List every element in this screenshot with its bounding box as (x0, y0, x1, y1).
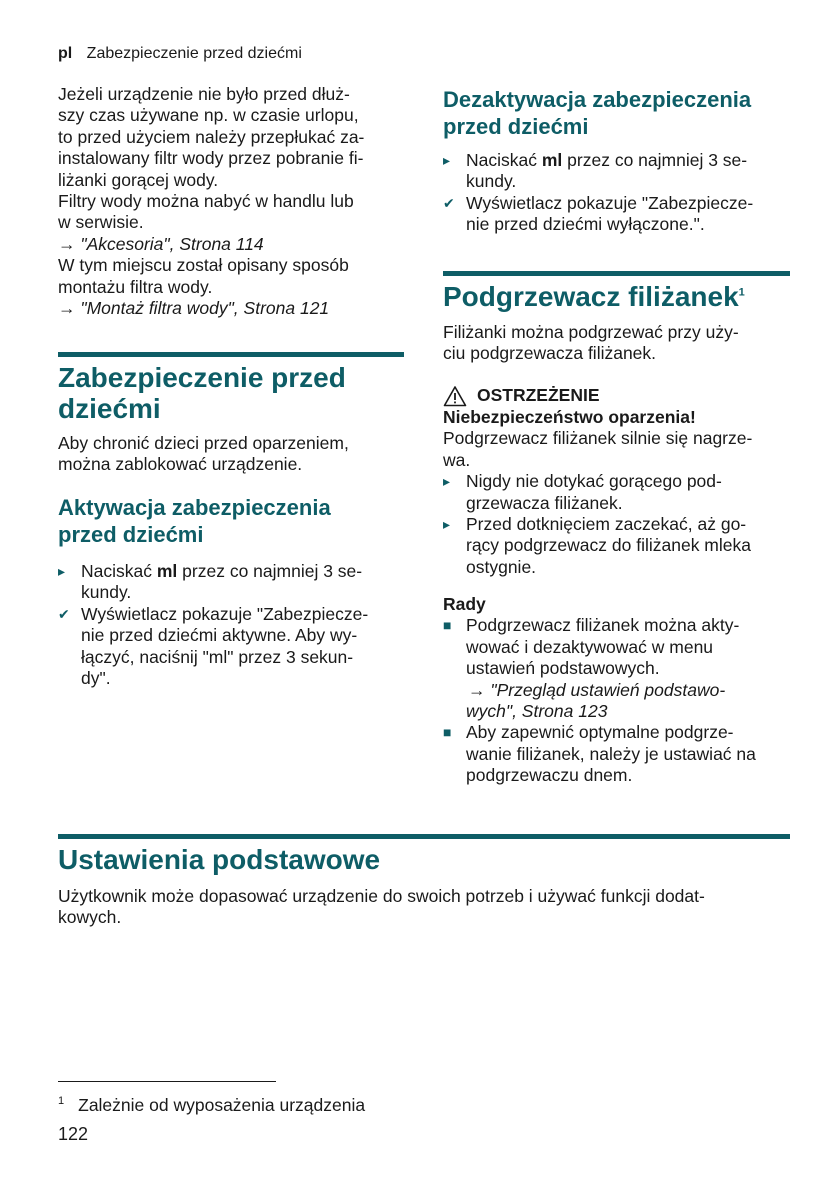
cross-reference-link[interactable]: → "Akcesoria", Strona 114 (58, 233, 264, 254)
warning-label: OSTRZEŻENIE (477, 385, 600, 406)
tips-box (443, 594, 790, 787)
intro-line: Jeżeli urządzenie nie było przed dłuż- (58, 84, 350, 104)
intro-line: szy czas używane np. w czasie urlopu, (58, 105, 359, 126)
section-rule (443, 271, 790, 276)
subtitle-activation: Aktywacja zabezpieczenia przed dziećmi (58, 495, 331, 547)
arrow-icon: ▸ (443, 473, 451, 490)
intro-line: instalowany filtr wody przez pobranie fi- (58, 148, 364, 169)
tip-item: ■ Aby zapewnić optymalne podgrze- wanie filiżanek, należy je ustawiać na podgrzewaczu dnem. (443, 722, 756, 786)
checkmark-icon: ✔ (58, 605, 70, 622)
step-item: ▸ Naciskać ml przez co najmniej 3 se- kundy. (443, 150, 748, 192)
intro-line: montażu filtra wody. (58, 276, 213, 297)
footnote-divider (58, 1081, 276, 1082)
language-code: pl (58, 45, 73, 62)
intro-line: liżanki gorącej wody. (58, 169, 219, 190)
page-header (58, 44, 302, 64)
cross-reference-link[interactable]: → "Montaż filtra wody", Strona 121 (58, 298, 330, 319)
arrow-icon: ▸ (443, 152, 451, 168)
arrow-icon: ▸ (58, 563, 66, 579)
section-rule (58, 834, 790, 839)
step-item: ▸ Naciskać ml przez co najmniej 3 se- kundy. (58, 561, 363, 603)
activation-steps (58, 561, 404, 689)
cross-reference-link[interactable]: → "Przegląd ustawień podstawo- wych", Strona 123 (466, 679, 726, 722)
result-item: ✔ Wyświetlacz pokazuje "Zabezpiecze- nie przed dziećmi wyłączone.". (443, 192, 754, 235)
cup-warmer-intro: Filiżanki można podgrzewać przy uży- ciu podgrzewacza filiżanek. (443, 322, 739, 364)
child-lock-intro: Aby chronić dzieci przed oparzeniem, można zablokować urządzenie. (58, 433, 349, 475)
footnote-number: 1 (58, 1095, 65, 1107)
basic-settings-intro: Użytkownik może dopasować urządzenie do swoich potrzeb i używać funkcji dodat- kowych. (58, 886, 705, 928)
warning-heading (443, 385, 790, 407)
footnote (58, 1091, 558, 1116)
intro-line: W tym miejscu został opisany sposób (58, 255, 349, 276)
subtitle-deactivation: Dezaktywacja zabezpieczenia przed dziećmi (443, 87, 752, 139)
footnote-marker: 1 (738, 286, 745, 299)
deactivation-steps (443, 150, 790, 236)
section-title-basic-settings: Ustawienia podstawowe (58, 844, 381, 875)
checkmark-icon: ✔ (443, 194, 455, 211)
warning-title: Niebezpieczeństwo oparzenia! (443, 407, 696, 427)
section-title-child-lock: Zabezpieczenie przed dziećmi (58, 362, 346, 424)
intro-line: to przed użyciem należy przepłukać za- (58, 126, 365, 147)
tips-title: Rady (443, 594, 486, 614)
section-title-cup-warmer: Podgrzewacz filiżanek$^1$ (443, 281, 745, 312)
result-item: ✔ Wyświetlacz pokazuje "Zabezpiecze- nie przed dziećmi aktywne. Aby wy- łączyć, naciśnij "ml" przez 3 sekun- dy". (58, 603, 369, 689)
warning-triangle-icon (443, 385, 467, 407)
intro-paragraph (58, 84, 404, 319)
header-title: Zabezpieczenie przed dziećmi (86, 45, 302, 62)
intro-line: w serwisie. (58, 212, 144, 233)
arrow-icon: ▸ (443, 516, 451, 533)
warning-item: ▸ Nigdy nie dotykać gorącego pod- grzewacza filiżanek. (443, 471, 722, 513)
intro-line: Filtry wody można nabyć w handlu lub (58, 191, 354, 212)
footnote-text: Zależnie od wyposażenia urządzenia (78, 1094, 366, 1115)
warning-box: OSTRZEŻENIE Niebezpieczeństwo oparzenia! Podgrzewacz filiżanek silnie się nagrze- wa. ▸ Nigdy nie dotykać gorącego pod- grzewacza filiżanek. ▸ Przed dotknięciem zaczekać, aż go- rący podgrzewacz do filiżanek mleka ostygnie. (443, 385, 790, 578)
warning-item: ▸ Przed dotknięciem zaczekać, aż go- rący podgrzewacz do filiżanek mleka ostygnie. (443, 514, 751, 577)
square-bullet-icon: ■ (443, 724, 452, 741)
page-number: 122 (58, 1124, 89, 1144)
square-bullet-icon: ■ (443, 617, 452, 634)
section-rule (58, 352, 404, 357)
tip-item: ■ Podgrzewacz filiżanek można akty- wować i dezaktywować w menu ustawień podstawowych. → "Przegląd ustawień podstawo- wych", Strona 123 (443, 615, 740, 722)
